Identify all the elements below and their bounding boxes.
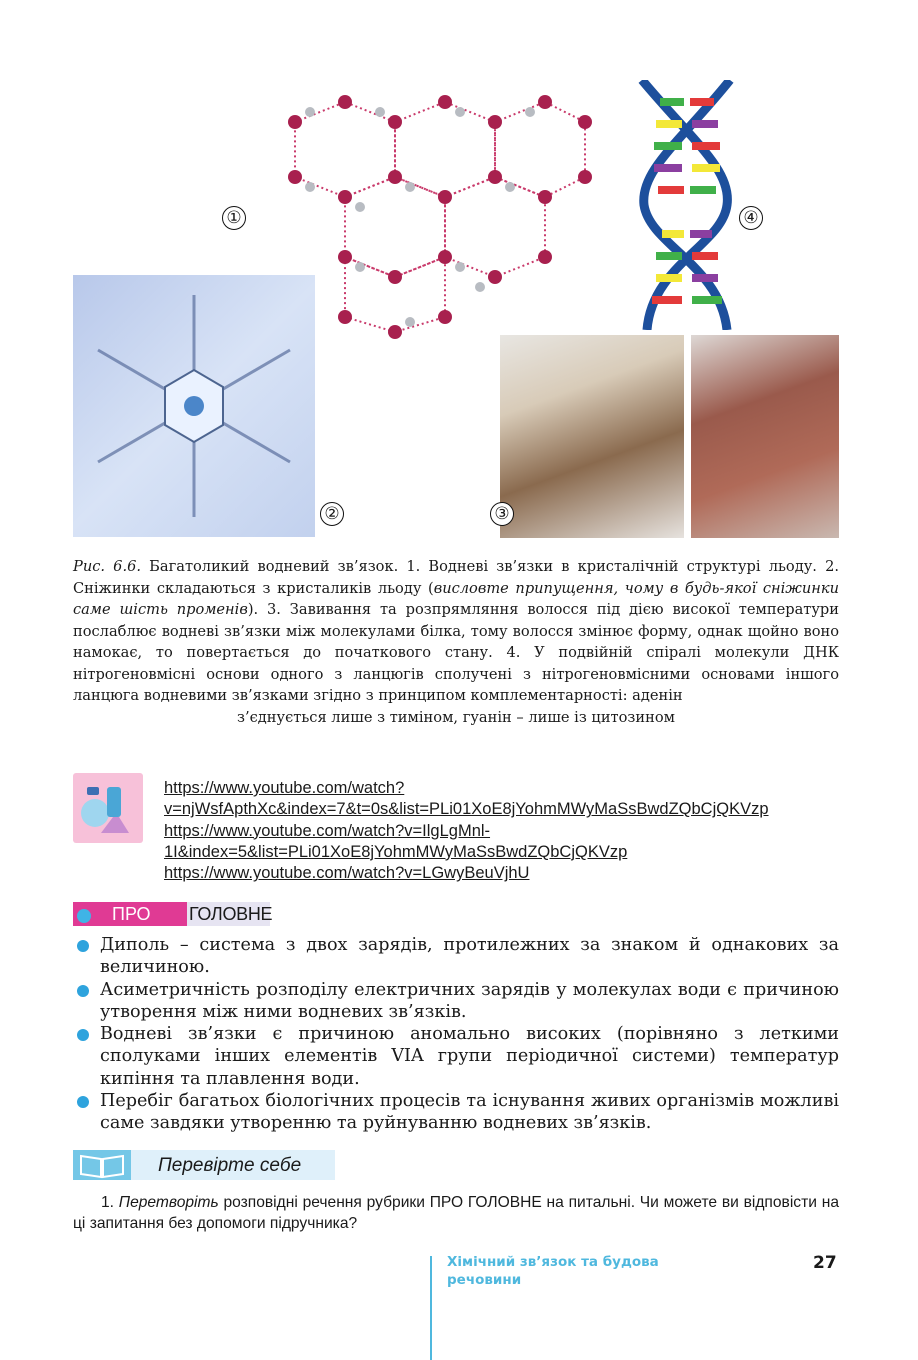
pro-golovne-header bbox=[73, 902, 273, 926]
video-link-3[interactable]: https://www.youtube.com/watch?v=LGwyBeuVjhU bbox=[164, 864, 530, 883]
figure-marker-3: ③ bbox=[490, 502, 514, 526]
page-number: 27 bbox=[813, 1253, 837, 1273]
footer-divider bbox=[430, 1256, 432, 1360]
figure-caption bbox=[73, 556, 839, 728]
snowflake-image bbox=[73, 275, 315, 537]
lab-flask-icon bbox=[73, 773, 143, 843]
list-item: Водневі зв’язки є причиною аномально високих (порівняно з леткими сполуками інших елементів VIA групи періодичної системи) температур кипіння та плавлення води. bbox=[77, 1023, 839, 1090]
footer-section-title: Хімічний зв’язок та будова речовини bbox=[447, 1254, 659, 1288]
check-yourself-header bbox=[73, 1150, 335, 1180]
golovne-label: ГОЛОВНЕ bbox=[189, 904, 273, 924]
question-italic: Перетворіть bbox=[118, 1194, 219, 1211]
caption-text-1: Багатоликий водневий зв’язок. 1. Водневі зв’язки в кристалічній структурі льоду. 2. Сніжинки складаються з кристаликів льоду ( bbox=[73, 558, 839, 597]
pro-label: ПРО bbox=[112, 904, 151, 924]
caption-last-line: з’єднується лише з тиміном, гуанін – лише із цитозином bbox=[237, 708, 675, 726]
golovne-label-box bbox=[187, 902, 273, 926]
figure-marker-2: ② bbox=[320, 502, 344, 526]
key-points-list bbox=[77, 934, 839, 1135]
list-item: Перебіг багатьох біологічних процесів та існування живих організмів можливі саме завдяки утворенню та руйнуванню водневих зв’язків. bbox=[77, 1090, 839, 1135]
bullet-dot-icon bbox=[77, 909, 91, 923]
curly-hair-photo bbox=[500, 335, 684, 538]
list-item: Асиметричність розподілу електричних зарядів у молекулах води є причиною утворення між ними водневих зв’язків. bbox=[77, 979, 839, 1024]
question-text: розповідні речення рубрики ПРО ГОЛОВНЕ на питальні. Чи можете ви відповісти на ці запитання без допомоги підручника? bbox=[73, 1194, 839, 1232]
question-number: 1. bbox=[101, 1194, 119, 1211]
video-link-2[interactable]: https://www.youtube.com/watch?v=IlgLgMnl-1I&index=5&list=PLi01XoE8jYohmMWyMaSsBwdZQbCjQKVzp bbox=[164, 821, 628, 861]
caption-italic: висловте припущення, чому в будь-якої сніжинки саме шість променів bbox=[73, 579, 839, 618]
wavy-hair-photo bbox=[691, 335, 839, 538]
dna-helix-image bbox=[632, 80, 740, 330]
video-links bbox=[164, 778, 854, 884]
figure-marker-4: ④ bbox=[739, 206, 763, 230]
video-link-1[interactable]: https://www.youtube.com/watch?v=njWsfApthXc&index=7&t=0s&list=PLi01XoE8jYohmMWyMaSsBwdZQbCjQKVzp bbox=[164, 779, 769, 819]
caption-text-2: ). 3. Завивання та розпрямляння волосся під дією високої температури послаблює водневі зв’язки між молекулами білка, тому волосся змінює форму, однак щойно воно намокає, то повертається до початкового стану. 4. У подвійній спіралі молекули ДНК нітрогеновмісні основи одного з ланцюгів сполучені з нітрогеновмісними основами іншого ланцюга водневими зв’язками згідно з принципом комплементарності: аденін bbox=[73, 601, 839, 704]
question-1 bbox=[73, 1192, 839, 1234]
figure-marker-1: ① bbox=[222, 206, 246, 230]
caption-label: Рис. 6.6. bbox=[73, 558, 142, 575]
book-icon bbox=[73, 1150, 131, 1180]
check-yourself-title: Перевірте себе bbox=[158, 1155, 302, 1176]
list-item: Диполь – система з двох зарядів, протилежних за знаком й однакових за величиною. bbox=[77, 934, 839, 979]
